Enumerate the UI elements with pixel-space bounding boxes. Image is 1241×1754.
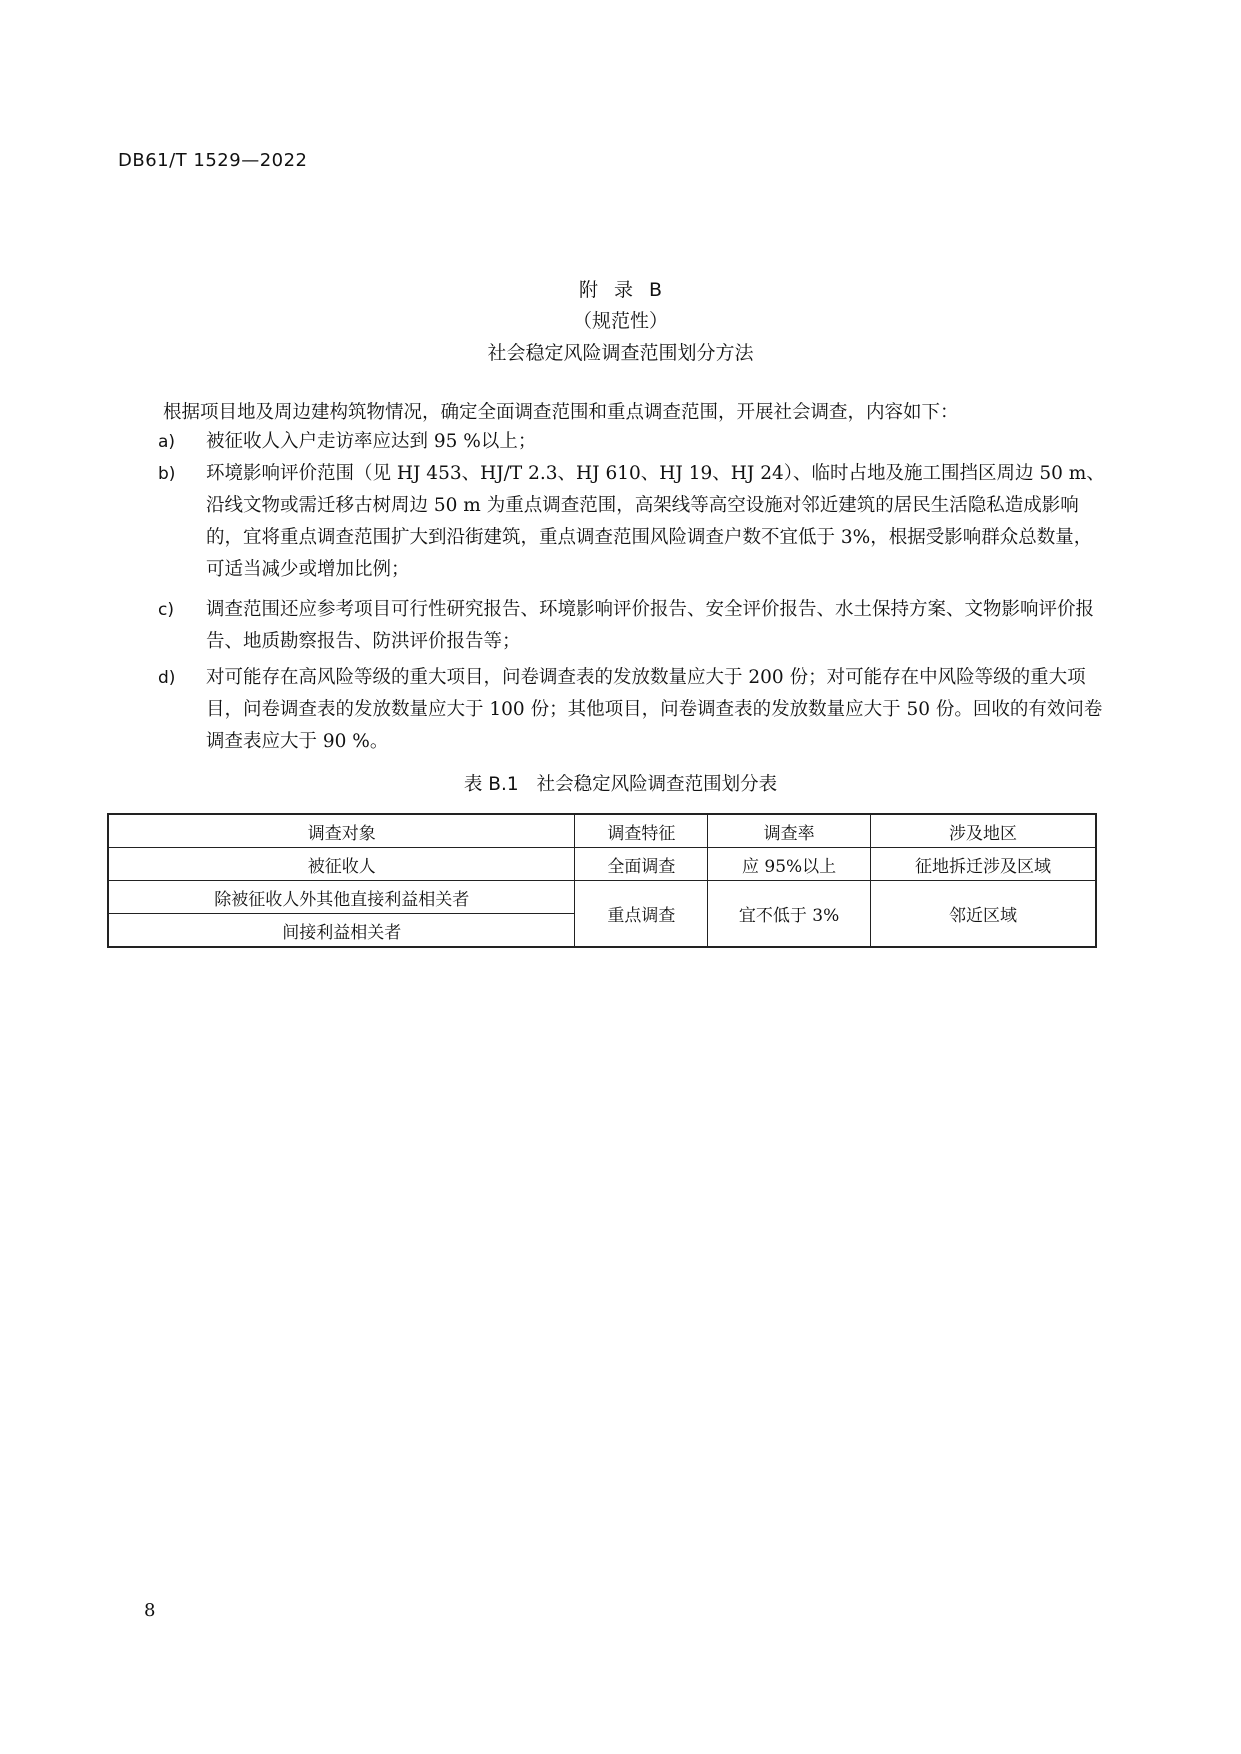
- list-item-label: c): [158, 600, 174, 620]
- table-cell: 全面调查: [575, 848, 708, 881]
- intro-paragraph: 根据项目地及周边建构筑物情况，确定全面调查范围和重点调查范围，开展社会调查，内容如下：: [163, 402, 959, 423]
- list-item: [158, 662, 1108, 758]
- list-item-label: d): [158, 668, 176, 688]
- header-cell: 调查特征: [575, 814, 708, 848]
- survey-scope-table: [107, 813, 1097, 948]
- table-cell: 宜不低于 3%: [708, 881, 871, 948]
- appendix-type: （规范性）: [572, 310, 668, 332]
- list-item-text: 对可能存在高风险等级的重大项目，问卷调查表的发放数量应大于 200 份；对可能存在中风险等级的重大项目，问卷调查表的发放数量应大于 100 份；其他项目，问卷调查表的发放数量应大于 50 份。回收的有效问卷调查表应大于 90 %。: [206, 667, 1103, 752]
- header-cell: 调查对象: [108, 814, 575, 848]
- table-cell: 应 95%以上: [708, 848, 871, 881]
- table-cell: 征地拆迁涉及区域: [870, 848, 1096, 881]
- list-item-label: a): [158, 432, 176, 452]
- header-cell: 调查率: [708, 814, 871, 848]
- table-row: [108, 848, 1096, 881]
- table-cell: 除被征收人外其他直接利益相关者: [108, 881, 575, 914]
- page-number: 8: [144, 1600, 156, 1621]
- document-id: DB61/T 1529—2022: [118, 150, 308, 171]
- list-item: [158, 458, 1108, 586]
- list-item-text: 被征收人入户走访率应达到 95 %以上；: [206, 431, 537, 452]
- table-cell: 邻近区域: [870, 881, 1096, 948]
- list-item-label: b): [158, 464, 176, 484]
- header-cell: 涉及地区: [870, 814, 1096, 848]
- table-caption: [0, 770, 1241, 796]
- table-cell: 重点调查: [575, 881, 708, 948]
- list-item-text: 环境影响评价范围（见 HJ 453、HJ/T 2.3、HJ 610、HJ 19、HJ 24）、临时占地及施工围挡区周边 50 m、沿线文物或需迁移古树周边 50 m 为重点调查范围，高架线等高空设施对邻近建筑的居民生活隐私造成影响的，宜将重点调查范围扩大到沿街建筑，重点调查范围风险调查户数不宜低于 3%，根据受影响群众总数量，可适当减少或增加比例；: [206, 463, 1105, 580]
- list-item: [158, 594, 1108, 658]
- table-row: [108, 881, 1096, 914]
- list-item-text: 调查范围还应参考项目可行性研究报告、环境影响评价报告、安全评价报告、水土保持方案、文物影响评价报告、地质勘察报告、防洪评价报告等；: [206, 599, 1095, 652]
- table-header-row: [108, 814, 1096, 848]
- list-item: [158, 426, 1108, 458]
- table-cell: 被征收人: [108, 848, 575, 881]
- table-title: 社会稳定风险调查范围划分表: [536, 774, 778, 795]
- table-number: 表 B.1: [463, 774, 519, 795]
- appendix-label: 附 录 B: [578, 279, 663, 301]
- table-cell: 间接利益相关者: [108, 914, 575, 948]
- appendix-title: 社会稳定风险调查范围划分方法: [487, 342, 754, 364]
